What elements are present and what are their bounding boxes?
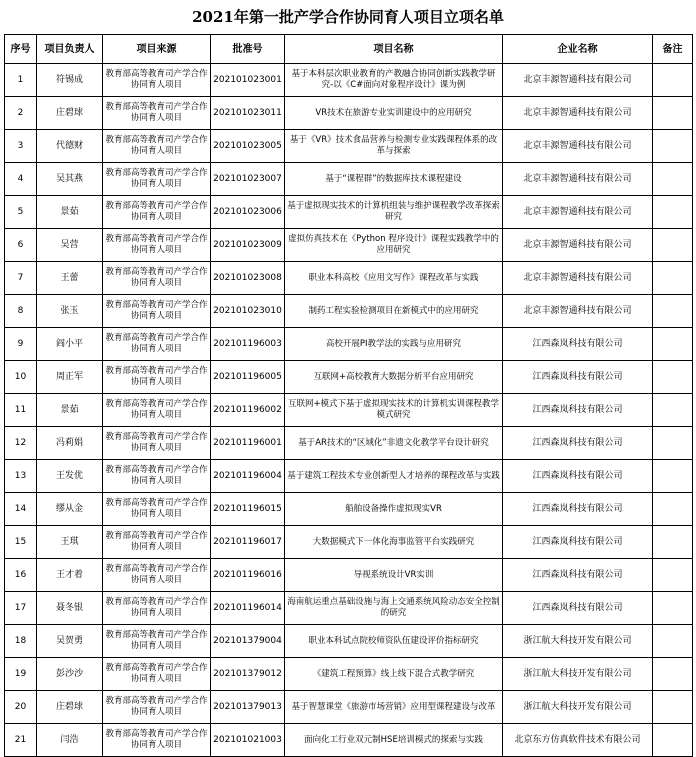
header-approval: 批准号 [211,35,285,64]
cell-note [653,691,693,724]
cell-note [653,724,693,757]
table-row [5,559,693,592]
table-body [5,64,693,757]
project-table [4,34,693,757]
cell-project-name: 船舶设备操作虚拟现实VR [285,493,503,526]
cell-project-name: 基于虚拟现实技术的计算机组装与维护课程教学改革探索研究 [285,196,503,229]
table-row [5,262,693,295]
table-row [5,394,693,427]
cell-source: 教育部高等教育司产学合作协同育人项目 [103,658,211,691]
cell-project-name: 职业本科试点院校师资队伍建设评价指标研究 [285,625,503,658]
cell-company: 北京丰源智通科技有限公司 [503,97,653,130]
cell-approval: 202101196004 [211,460,285,493]
cell-project-name: 职业本科高校《应用文写作》课程改革与实践 [285,262,503,295]
cell-approval: 202101196017 [211,526,285,559]
cell-approval: 202101023008 [211,262,285,295]
cell-leader: 阎小平 [37,328,103,361]
table-row [5,724,693,757]
cell-project-name: 互联网+模式下基于虚拟现实技术的计算机实训课程教学模式研究 [285,394,503,427]
cell-project-name: 基于本科层次职业教育的产教融合协同创新实践教学研究-以《C#面向对象程序设计》课为例 [285,64,503,97]
cell-company: 江西森岚科技有限公司 [503,526,653,559]
cell-leader: 王蕾 [37,262,103,295]
cell-leader: 庄碧球 [37,97,103,130]
cell-approval: 202101379013 [211,691,285,724]
cell-note [653,130,693,163]
table-row [5,97,693,130]
cell-company: 北京丰源智通科技有限公司 [503,229,653,262]
cell-source: 教育部高等教育司产学合作协同育人项目 [103,163,211,196]
cell-note [653,427,693,460]
cell-no: 15 [5,526,37,559]
cell-no: 17 [5,592,37,625]
table-row [5,163,693,196]
cell-source: 教育部高等教育司产学合作协同育人项目 [103,196,211,229]
table-row [5,658,693,691]
cell-approval: 202101196005 [211,361,285,394]
cell-company: 浙江航大科技开发有限公司 [503,625,653,658]
cell-leader: 张玉 [37,295,103,328]
cell-source: 教育部高等教育司产学合作协同育人项目 [103,691,211,724]
table-row [5,196,693,229]
cell-no: 8 [5,295,37,328]
cell-leader: 王发优 [37,460,103,493]
cell-leader: 彭沙沙 [37,658,103,691]
cell-approval: 202101023005 [211,130,285,163]
cell-approval: 202101023006 [211,196,285,229]
cell-note [653,592,693,625]
cell-no: 6 [5,229,37,262]
cell-leader: 王才着 [37,559,103,592]
cell-source: 教育部高等教育司产学合作协同育人项目 [103,394,211,427]
cell-company: 北京丰源智通科技有限公司 [503,163,653,196]
cell-project-name: 海南航运重点基础设施与海上交通系统风险动态安全控制的研究 [285,592,503,625]
cell-project-name: 虚拟仿真技术在《Python 程序设计》课程实践教学中的应用研究 [285,229,503,262]
cell-note [653,394,693,427]
cell-note [653,460,693,493]
cell-no: 18 [5,625,37,658]
cell-company: 江西森岚科技有限公司 [503,328,653,361]
header-company: 企业名称 [503,35,653,64]
cell-approval: 202101196016 [211,559,285,592]
table-row [5,526,693,559]
cell-approval: 202101023011 [211,97,285,130]
cell-leader: 符锡成 [37,64,103,97]
cell-company: 江西森岚科技有限公司 [503,460,653,493]
cell-note [653,526,693,559]
cell-note [653,64,693,97]
cell-leader: 缪从金 [37,493,103,526]
cell-source: 教育部高等教育司产学合作协同育人项目 [103,229,211,262]
cell-no: 21 [5,724,37,757]
cell-company: 江西森岚科技有限公司 [503,427,653,460]
cell-note [653,625,693,658]
cell-note [653,295,693,328]
document-title: 2021年第一批产学合作协同育人项目立项名单 [192,8,504,26]
header-source: 项目来源 [103,35,211,64]
cell-project-name: 面向化工行业双元制HSE培训模式的探索与实践 [285,724,503,757]
header-note: 备注 [653,35,693,64]
cell-source: 教育部高等教育司产学合作协同育人项目 [103,427,211,460]
cell-no: 2 [5,97,37,130]
cell-company: 北京丰源智通科技有限公司 [503,295,653,328]
cell-project-name: 基于建筑工程技术专业创新型人才培养的课程改革与实践 [285,460,503,493]
cell-no: 9 [5,328,37,361]
table-row [5,361,693,394]
cell-project-name: 高校开展PI教学法的实践与应用研究 [285,328,503,361]
cell-no: 10 [5,361,37,394]
cell-source: 教育部高等教育司产学合作协同育人项目 [103,64,211,97]
cell-leader: 代德财 [37,130,103,163]
cell-company: 北京东方仿真软件技术有限公司 [503,724,653,757]
cell-source: 教育部高等教育司产学合作协同育人项目 [103,130,211,163]
cell-company: 浙江航大科技开发有限公司 [503,658,653,691]
cell-source: 教育部高等教育司产学合作协同育人项目 [103,493,211,526]
cell-leader: 景茹 [37,394,103,427]
table-row [5,625,693,658]
cell-project-name: 《建筑工程预算》线上线下混合式教学研究 [285,658,503,691]
cell-leader: 吴贺勇 [37,625,103,658]
cell-approval: 202101023010 [211,295,285,328]
cell-leader: 周正军 [37,361,103,394]
cell-leader: 吴营 [37,229,103,262]
cell-project-name: 基于“课程群”的数据库技术课程建设 [285,163,503,196]
cell-source: 教育部高等教育司产学合作协同育人项目 [103,97,211,130]
cell-company: 江西森岚科技有限公司 [503,592,653,625]
table-row [5,295,693,328]
cell-no: 16 [5,559,37,592]
cell-note [653,229,693,262]
header-no: 序号 [5,35,37,64]
cell-project-name: 基于《VR》技术食品营养与检测专业实践课程体系的改革与探索 [285,130,503,163]
table-row [5,130,693,163]
cell-source: 教育部高等教育司产学合作协同育人项目 [103,526,211,559]
table-row [5,460,693,493]
cell-note [653,262,693,295]
cell-company: 北京丰源智通科技有限公司 [503,64,653,97]
cell-source: 教育部高等教育司产学合作协同育人项目 [103,460,211,493]
cell-note [653,559,693,592]
table-row [5,592,693,625]
cell-leader: 景茹 [37,196,103,229]
header-leader: 项目负责人 [37,35,103,64]
cell-approval: 202101021003 [211,724,285,757]
cell-no: 5 [5,196,37,229]
cell-approval: 202101023007 [211,163,285,196]
cell-company: 江西森岚科技有限公司 [503,361,653,394]
cell-company: 江西森岚科技有限公司 [503,394,653,427]
cell-approval: 202101196015 [211,493,285,526]
cell-no: 11 [5,394,37,427]
cell-no: 1 [5,64,37,97]
cell-source: 教育部高等教育司产学合作协同育人项目 [103,625,211,658]
cell-approval: 202101196001 [211,427,285,460]
cell-no: 4 [5,163,37,196]
cell-no: 7 [5,262,37,295]
cell-company: 江西森岚科技有限公司 [503,493,653,526]
cell-source: 教育部高等教育司产学合作协同育人项目 [103,295,211,328]
cell-project-name: 互联网+高校教育大数据分析平台应用研究 [285,361,503,394]
table-row [5,328,693,361]
header-project-name: 项目名称 [285,35,503,64]
cell-leader: 闫浩 [37,724,103,757]
cell-approval: 202101196014 [211,592,285,625]
cell-leader: 吴其燕 [37,163,103,196]
cell-source: 教育部高等教育司产学合作协同育人项目 [103,262,211,295]
cell-note [653,493,693,526]
cell-company: 北京丰源智通科技有限公司 [503,130,653,163]
cell-project-name: 大数据模式下一体化海事监管平台实践研究 [285,526,503,559]
cell-approval: 202101196002 [211,394,285,427]
cell-note [653,97,693,130]
cell-no: 3 [5,130,37,163]
cell-company: 北京丰源智通科技有限公司 [503,196,653,229]
header-row [5,35,693,64]
cell-approval: 202101379012 [211,658,285,691]
cell-note [653,658,693,691]
cell-leader: 庄碧球 [37,691,103,724]
cell-leader: 聂冬银 [37,592,103,625]
cell-note [653,361,693,394]
cell-company: 江西森岚科技有限公司 [503,559,653,592]
cell-approval: 202101023009 [211,229,285,262]
cell-no: 12 [5,427,37,460]
table-row [5,64,693,97]
cell-source: 教育部高等教育司产学合作协同育人项目 [103,559,211,592]
cell-no: 14 [5,493,37,526]
cell-no: 13 [5,460,37,493]
cell-company: 浙江航大科技开发有限公司 [503,691,653,724]
cell-leader: 王琪 [37,526,103,559]
cell-project-name: 制药工程实验检测项目在新模式中的应用研究 [285,295,503,328]
cell-source: 教育部高等教育司产学合作协同育人项目 [103,592,211,625]
table-row [5,493,693,526]
cell-approval: 202101023001 [211,64,285,97]
cell-source: 教育部高等教育司产学合作协同育人项目 [103,724,211,757]
table-row [5,427,693,460]
cell-source: 教育部高等教育司产学合作协同育人项目 [103,361,211,394]
cell-project-name: 导视系统设计VR实训 [285,559,503,592]
cell-project-name: VR技术在旅游专业实训建设中的应用研究 [285,97,503,130]
cell-source: 教育部高等教育司产学合作协同育人项目 [103,328,211,361]
cell-note [653,196,693,229]
cell-no: 20 [5,691,37,724]
cell-approval: 202101196003 [211,328,285,361]
cell-approval: 202101379004 [211,625,285,658]
cell-note [653,328,693,361]
cell-project-name: 基于智慧课堂《旅游市场营销》应用型课程建设与改革 [285,691,503,724]
cell-note [653,163,693,196]
cell-leader: 冯莉娟 [37,427,103,460]
table-row [5,229,693,262]
table-row [5,691,693,724]
cell-company: 北京丰源智通科技有限公司 [503,262,653,295]
cell-project-name: 基于AR技术的“区域化”非遗文化教学平台设计研究 [285,427,503,460]
cell-no: 19 [5,658,37,691]
